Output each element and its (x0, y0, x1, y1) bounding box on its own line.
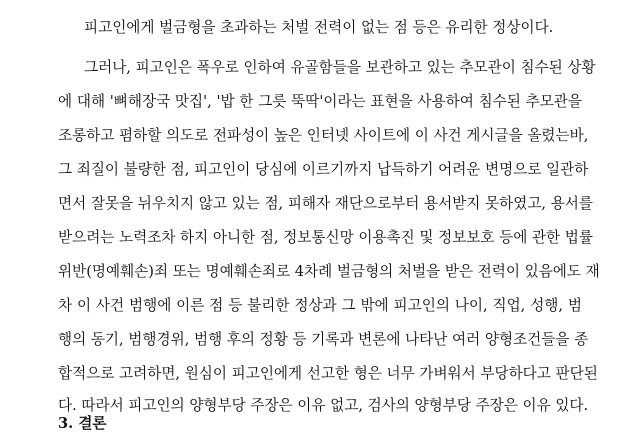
paragraph-2-line-2: 에 대해 '뼈해장국 맛집', '밥 한 그릇 뚝딱'이라는 표현을 사용하여 침수된 추모관을 (58, 93, 582, 110)
paragraph-2-line-9: 행의 동기, 범행경위, 범행 후의 정황 등 기록과 변론에 나타난 여러 양형조건들을 종 (58, 331, 589, 348)
paragraph-2-line-11: 다. 따라서 피고인의 양형부당 주장은 이유 없고, 검사의 양형부당 주장은 이유 있다. (58, 397, 589, 414)
paragraph-2-line-6: 받으려는 노력조차 하지 아니한 점, 정보통신망 이용촉진 및 정보보호 등에 관한 법률 (58, 229, 593, 246)
paragraph-2-line-5: 면서 잘못을 뉘우치지 않고 있는 점, 피해자 재단으로부터 용서받지 못하였고, 용서를 (58, 195, 593, 212)
paragraph-1-line: 피고인에게 벌금형을 초과하는 처벌 전력이 없는 점 등은 유리한 정상이다. (84, 19, 554, 36)
paragraph-2-line-3: 조롱하고 폄하할 의도로 전파성이 높은 인터넷 사이트에 이 사건 게시글을 올렸는바, (58, 127, 589, 144)
paragraph-2-line-10: 합적으로 고려하면, 원심이 피고인에게 선고한 형은 너무 가벼워서 부당하다고 판단된 (58, 365, 598, 382)
paragraph-2-line-7: 위반(명예훼손)죄 또는 명예훼손죄로 4차례 벌금형의 처벌을 받은 전력이 있음에도 재 (58, 263, 600, 280)
paragraph-2-line-1: 그러나, 피고인은 폭우로 인하여 유골함들을 보관하고 있는 추모관이 침수된 상황 (84, 59, 596, 76)
paragraph-2-line-4: 그 죄질이 불량한 점, 피고인이 당심에 이르기까지 납득하기 어려운 변명으로 일관하 (58, 161, 589, 178)
section-heading: 3. 결론 (58, 415, 107, 432)
paragraph-2-line-8: 차 이 사건 범행에 이른 점 등 불리한 정상과 그 밖에 피고인의 나이, 직업, 성행, 범 (58, 297, 582, 314)
